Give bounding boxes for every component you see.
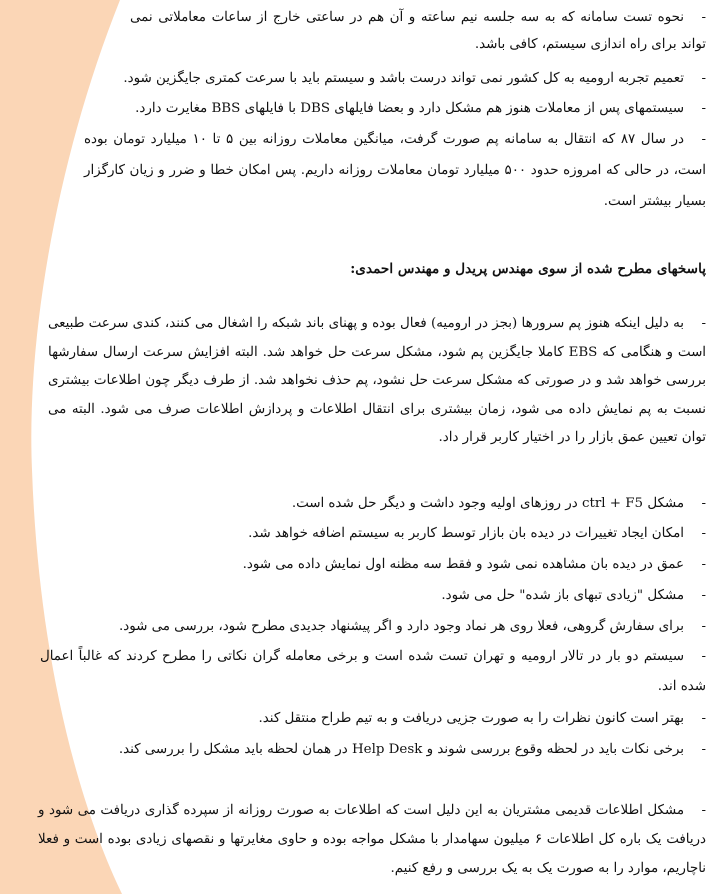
bullet-dash: -: [701, 496, 706, 511]
bullet-text: بهتر است کانون نظرات را به صورت جزیی دریافت و به تیم طراح منتقل کند.: [258, 711, 684, 726]
bullet-text: سیستمهای پس از معاملات هنوز هم مشکل دارد و بعضا فایلهای DBS با فایلهای BBS مغایرت دارد.: [135, 101, 684, 116]
bullet-dash: -: [701, 10, 706, 25]
bullet-dash: -: [701, 526, 706, 541]
bullet-dash: -: [701, 649, 706, 664]
bullet-item: [48, 310, 706, 453]
bullet-dash: -: [701, 132, 706, 147]
bullet-dash: -: [701, 316, 706, 331]
bullet-text: نحوه تست سامانه که به سه جلسه نیم ساعته و آن هم در ساعتی خارج از ساعات معاملاتی نمی تواند برای راه اندازی سیستم، کافی باشد.: [130, 10, 706, 52]
bullet-text: در سال ۸۷ که انتقال به سامانه پم صورت گرفت، میانگین معاملات روزانه بین ۵ تا ۱۰ میلیارد تومان بوده است، در حالی که امروزه حدود ۵۰۰ میلیارد تومان معاملات روزانه داریم. پس امکان خطا و ضرر و زیان کارگزار بسیار بیشتر است.: [84, 132, 706, 209]
bullet-item: [96, 95, 706, 122]
bullet-item: [46, 551, 706, 578]
bullet-item: [38, 735, 706, 765]
bullet-dash: -: [701, 588, 706, 603]
bullet-item: [56, 490, 706, 517]
bullet-dash: -: [701, 619, 706, 634]
bullet-text: مشکل "زیادی تبهای باز شده" حل می شود.: [441, 588, 684, 603]
bullet-item: [106, 65, 706, 92]
bullet-item: [51, 520, 706, 547]
bullet-text: به دلیل اینکه هنوز پم سرورها (بجز در ارومیه) فعال بوده و پهنای باند شبکه را اشغال می کنند، کندی سرعت طبیعی است و هنگامی که EBS کاملا جایگزین پم شود، مشکل سرعت حل خواهد شد. البته افزایش سرعت ارسال سفارشها بررسی خواهد شد و در صورتی که مشکل سرعت حل نشود، پم حذف نخواهد شد. از طرف دیگر چون اطلاعات بیشتری نسبت به پم نمایش داده می شود، زمان بیشتری برای انتقال اطلاعات و پردازش اطلاعات صرف می شود. البته می توان تعیین عمق بازار را در اختیار کاربر قرار داد.: [48, 316, 707, 445]
bullet-text: برخی نکات باید در لحظه وقوع بررسی شوند و Help Desk در همان لحظه باید مشکل را بررسی کند.: [118, 742, 684, 757]
bullet-text: برای سفارش گروهی، فعلا روی هر نماد وجود دارد و اگر پیشنهاد جدیدی مطرح شود، بررسی می شود.: [118, 619, 684, 634]
bullet-text: مشکل ctrl + F5 در روزهای اولیه وجود داشت و دیگر حل شده است.: [291, 496, 684, 511]
bullet-item: [130, 4, 706, 58]
bullet-text: مشکل اطلاعات قدیمی مشتریان به این دلیل است که اطلاعات به صورت روزانه از سپرده گذاری دریافت می شود و دریافت یک باره کل اطلاعات ۶ میلیون سهامدار با مشکل مواجه بوده و حاوی مغایرتها و نقصهای زیادی بوده است و فعلا ناچاریم، موارد را به صورت یک به یک بررسی و رفع کنیم.: [38, 803, 706, 876]
bullet-dash: -: [701, 711, 706, 726]
bullet-text: تعمیم تجربه ارومیه به کل کشور نمی تواند درست باشد و سیستم باید با سرعت کمتری جایگزین شود.: [123, 71, 684, 86]
bullet-dash: -: [701, 803, 706, 818]
section-heading: پاسخهای مطرح شده از سوی مهندس پریدل و مهندس احمدی:: [350, 261, 706, 277]
bullet-item: [42, 613, 706, 640]
bullet-item: [40, 705, 706, 732]
bullet-dash: -: [701, 71, 706, 86]
bullet-dash: -: [701, 742, 706, 757]
bullet-text: سیستم دو بار در تالار ارومیه و تهران تست شده است و برخی معامله گران نکاتی را مطرح کردند که غالباً اعمال شده اند.: [40, 649, 706, 694]
bullet-dash: -: [701, 101, 706, 116]
bullet-item: [44, 582, 706, 609]
bullet-text: عمق در دیده بان مشاهده نمی شود و فقط سه مظنه اول نمایش داده می شود.: [242, 557, 684, 572]
bullet-item: [38, 796, 706, 883]
bullet-item: [40, 642, 706, 702]
bullet-dash: -: [701, 557, 706, 572]
bullet-text: امکان ایجاد تغییرات در دیده بان بازار توسط کاربر به سیستم اضافه خواهد شد.: [248, 526, 684, 541]
bullet-item: [84, 124, 706, 217]
